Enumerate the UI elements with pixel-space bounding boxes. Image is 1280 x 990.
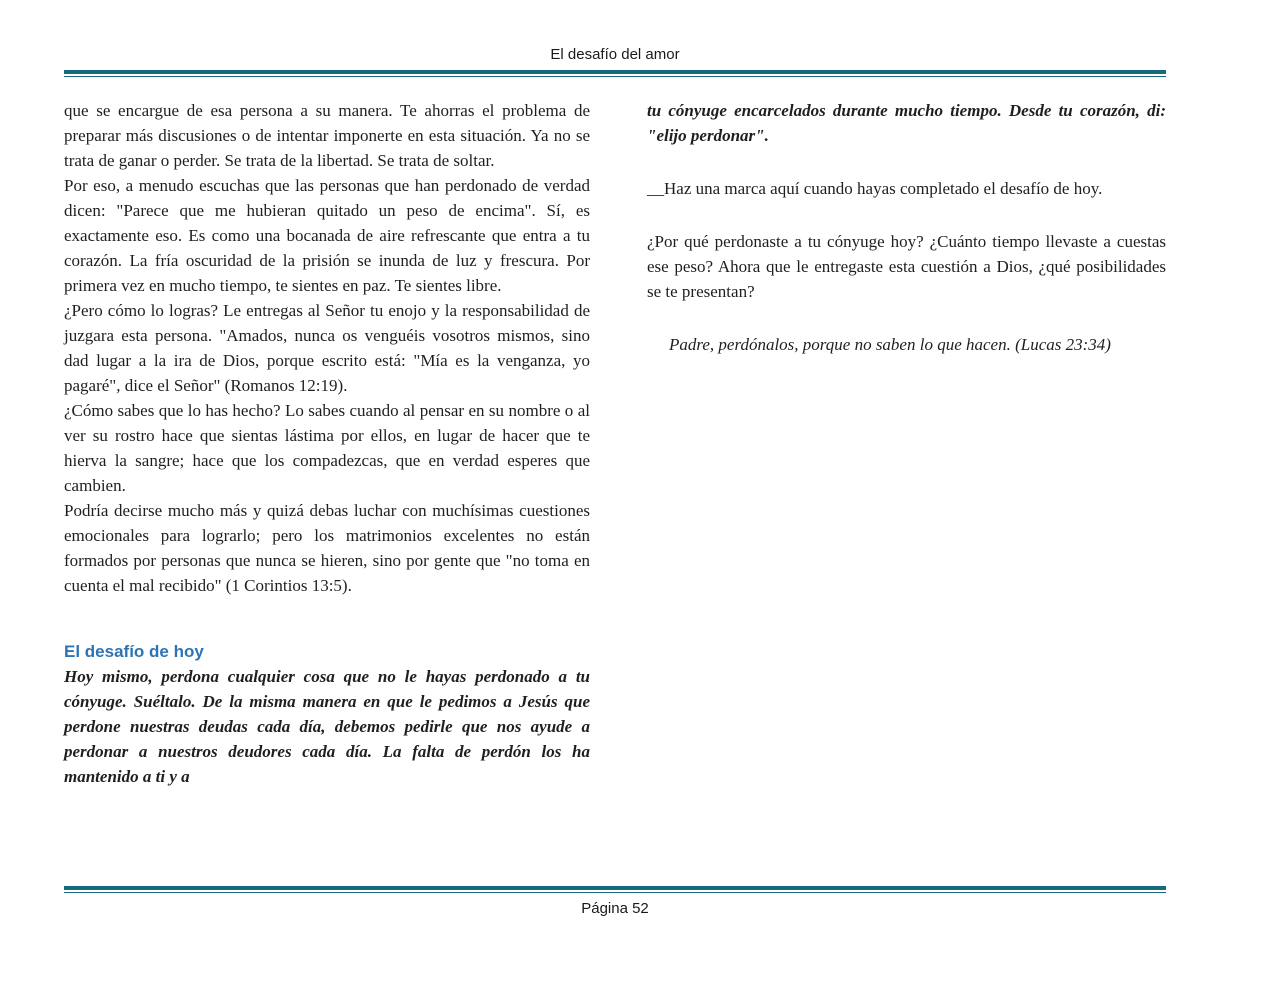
challenge-text: Hoy mismo, perdona cualquier cosa que no le hayas perdonado a tu cónyuge. Suéltalo. De la misma manera en que le pedimos a Jesús que perdone nuestras deudas cada día, debemos pedirle que nos ayude a perdonar a nuestros deudores cada día. La falta de perdón los ha mantenido a ti y a <box>64 667 590 786</box>
header-rule-thick <box>64 70 1166 74</box>
body-paragraph: ¿Pero cómo lo logras? Le entregas al Señor tu enojo y la responsabilidad de juzgara esta persona. "Amados, nunca os venguéis vosotros mismos, sino dad lugar a la ira de Dios, porque escrito está: "Mía es la venganza, yo pagaré", dice el Señor" (Romanos 12:19). <box>64 301 590 395</box>
header-rule-thin <box>64 76 1166 77</box>
checkbox-line: __Haz una marca aquí cuando hayas completado el desafío de hoy. <box>647 179 1103 198</box>
challenge-heading: El desafío de hoy <box>64 642 204 661</box>
body-paragraph: Podría decirse mucho más y quizá debas luchar con muchísimas cuestiones emocionales para lograrlo; pero los matrimonios excelentes no están formados por personas que nunca se hieren, sino por gente que "no toma en cuenta el mal recibido" (1 Corintios 13:5). <box>64 501 590 595</box>
footer-rule-thin <box>64 892 1166 893</box>
page-number: Página 52 <box>581 900 649 917</box>
page-header <box>64 0 1166 77</box>
header-title: El desafío del amor <box>550 46 680 63</box>
scripture-verse: Padre, perdónalos, porque no saben lo que hacen. (Lucas 23:34) <box>669 335 1111 354</box>
right-column <box>647 98 1166 789</box>
footer-rule-thick <box>64 886 1166 890</box>
body-paragraph: ¿Cómo sabes que lo has hecho? Lo sabes cuando al pensar en su nombre o al ver su rostro hace que sientas lástima por ellos, en lugar de hacer que te hierva la sangre; hace que los compadezcas, que en verdad esperes que cambien. <box>64 401 590 495</box>
challenge-text-continued: tu cónyuge encarcelados durante mucho tiempo. Desde tu corazón, di: "elijo perdonar". <box>647 101 1166 145</box>
body-paragraph: Por eso, a menudo escuchas que las personas que han perdonado de verdad dicen: "Parece que me hubieran quitado un peso de encima". Sí, es exactamente eso. Es como una bocanada de aire refrescante que entra a tu corazón. La fría oscuridad de la prisión se inunda de luz y frescura. Por primera vez en mucho tiempo, te sientes en paz. Te sientes libre. <box>64 176 590 295</box>
reflection-questions: ¿Por qué perdonaste a tu cónyuge hoy? ¿Cuánto tiempo llevaste a cuestas ese peso? Ahora que le entregaste esta cuestión a Dios, ¿qué posibilidades se te presentan? <box>647 232 1166 301</box>
page-footer <box>64 886 1166 917</box>
body-paragraph: que se encargue de esa persona a su manera. Te ahorras el problema de preparar más discusiones o de intentar imponerte en esta situación. Ya no se trata de ganar o perder. Se trata de la libertad. Se trata de soltar. <box>64 101 590 170</box>
page-body <box>64 98 1166 789</box>
left-column <box>64 98 590 789</box>
